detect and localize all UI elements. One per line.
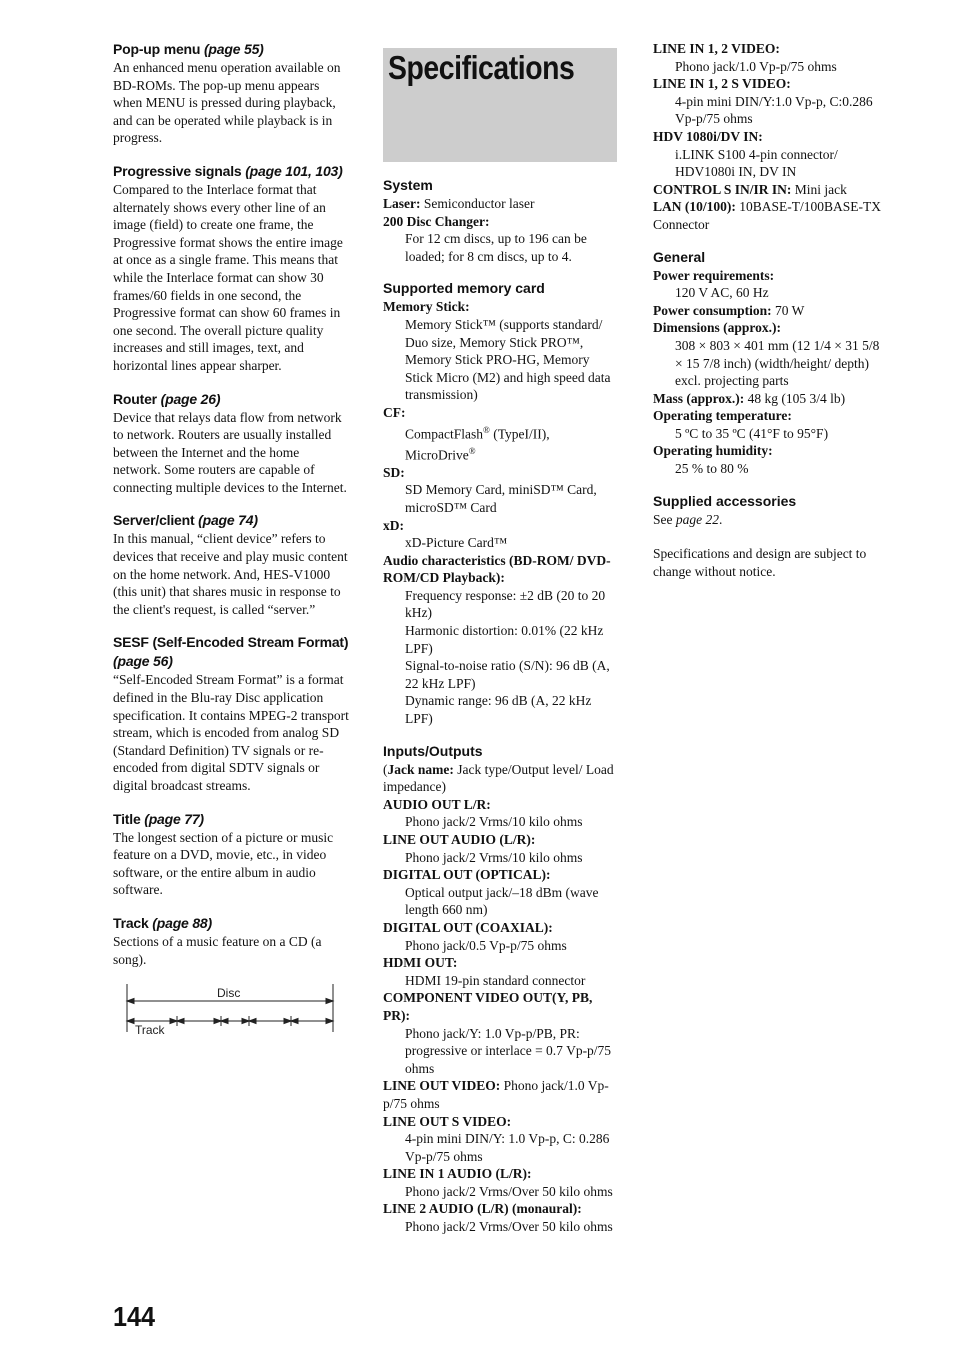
glossary-entry-progressive-signals: [113, 162, 350, 375]
glossary-description: Compared to the Interlace format that alternately shows every other line of an image (field) to create one frame, the Progressive format shows the entire image at once as a single frame. This means that while the Interlace format can show 30 frames/60 fields in one second, the Progressive format can show 60 frames in one second. The overall picture quality increases and still images, text, and horizontal lines appear sharper.: [113, 181, 343, 373]
spec-label: xD:: [383, 517, 404, 533]
glossary-page-ref: (page 101, 103): [245, 162, 343, 179]
section-heading: System: [383, 177, 433, 193]
spec-value: xD-Picture Card™: [405, 535, 508, 551]
section-heading: General: [653, 248, 706, 265]
registered-mark: ®: [483, 424, 490, 435]
glossary-page-ref: (page 77): [144, 810, 204, 827]
glossary-page-ref: (page 26): [160, 390, 221, 407]
glossary-entry-title: [113, 810, 350, 899]
glossary-page-ref: (page 56): [113, 653, 173, 670]
glossary-term: Router: [113, 390, 157, 407]
spec-value: Phono jack/2 Vrms/10 kilo ohms: [405, 849, 583, 865]
spec-value: i.LINK S100 4-pin connector/ HDV1080i IN, DV IN: [675, 146, 838, 180]
inputs-outputs-continued: [653, 40, 889, 234]
spec-label: CF:: [383, 404, 406, 420]
spec-label: LINE IN 1 AUDIO (L/R):: [383, 1166, 532, 1182]
specifications-column-3: [653, 40, 889, 580]
glossary-page-ref: (page 55): [203, 41, 264, 57]
spec-value: Signal-to-noise ratio (S/N): 96 dB (A, 22 kHz LPF): [405, 658, 610, 691]
spec-value: Memory Stick™ (supports standard/ Duo size, Memory Stick PRO™, Memory Stick PRO-HG, Memory Stick Micro (M2) and high speed data transmission): [405, 316, 611, 403]
spec-label: SD:: [383, 464, 405, 480]
see-text: See: [653, 511, 676, 527]
spec-label: HDMI OUT:: [383, 955, 458, 971]
spec-value: Phono jack/2 Vrms/10 kilo ohms: [405, 814, 583, 830]
glossary-entry-router: [113, 390, 350, 497]
spec-value: Phono jack/2 Vrms/Over 50 kilo ohms: [405, 1219, 613, 1235]
glossary-description: The longest section of a picture or music feature on a DVD, movie, etc., in video software, or the entire album in audio software.: [113, 829, 334, 898]
specifications-column-2: [383, 48, 619, 1250]
spec-label: Mass (approx.):: [653, 390, 745, 406]
glossary-description: “Self-Encoded Stream Format” is a format defined in the Blu-ray Disc application specification. It contains MPEG-2 transport stream, which is encoded from analog SD (Standard Definition) TV signals or re-encoded from digital SDTV signals or digital broadcast streams.: [113, 672, 349, 793]
specifications-banner: [383, 48, 617, 162]
spec-label: LINE OUT AUDIO (L/R):: [383, 832, 536, 847]
spec-value: 25 % to 80 %: [675, 461, 749, 477]
spec-value: Phono jack/1.0 Vp-p/75 ohms: [383, 1078, 609, 1111]
spec-label: COMPONENT VIDEO OUT(Y, PB, PR):: [383, 990, 593, 1023]
cf-rest: (TypeI/II), MicroDrive: [405, 426, 550, 463]
spec-value: 48 kg (105 3/4 lb): [744, 390, 846, 406]
memory-card-section: [383, 279, 619, 727]
spec-value: SD Memory Card, miniSD™ Card, microSD™ Card: [405, 482, 597, 515]
spec-label: LINE 2 AUDIO (L/R) (monaural):: [383, 1201, 582, 1217]
spec-value: Phono jack/1.0 Vp-p/75 ohms: [675, 58, 837, 74]
spec-value: HDMI 19-pin standard connector: [405, 972, 586, 988]
supplied-accessories-section: [653, 492, 889, 529]
spec-value: 70 W: [771, 302, 805, 318]
disc-label: Disc: [217, 986, 241, 1001]
glossary-entry-sesf: [113, 633, 350, 794]
disc-track-diagram-svg: [113, 980, 350, 1040]
spec-label: LINE OUT S VIDEO:: [383, 1113, 512, 1129]
spec-value: 4-pin mini DIN/Y: 1.0 Vp-p, C: 0.286 Vp-p/75 ohms: [405, 1131, 610, 1164]
spec-label: DIGITAL OUT (OPTICAL):: [383, 867, 551, 883]
spec-label: Dimensions (approx.):: [653, 320, 782, 336]
spec-value: [383, 422, 619, 464]
spec-label: AUDIO OUT L/R:: [383, 796, 491, 812]
inputs-outputs-section: [383, 742, 619, 1236]
spec-value: Dynamic range: 96 dB (A, 22 kHz LPF): [405, 693, 592, 727]
glossary-term: Server/client: [113, 512, 195, 529]
section-heading: Supplied accessories: [653, 492, 797, 509]
spec-label: Operating humidity:: [653, 443, 773, 459]
spec-label: LINE IN 1, 2 S VIDEO:: [653, 76, 791, 92]
glossary-description: An enhanced menu operation available on BD-ROMs. The pop-up menu appears when MENU is pressed during playback, and can be operated while playback is in progress.: [113, 60, 341, 146]
page-reference: page 22: [675, 511, 719, 527]
spec-label: LINE OUT VIDEO:: [383, 1078, 501, 1094]
period: .: [719, 511, 723, 527]
glossary-page-ref: (page 74): [198, 512, 258, 529]
spec-label: Operating temperature:: [653, 408, 792, 424]
paren-open: (: [383, 761, 388, 777]
spec-value: Mini jack: [791, 181, 847, 197]
glossary-term: SESF (Self-Encoded Stream Format): [113, 634, 349, 651]
spec-label: LAN (10/100):: [653, 199, 736, 215]
spec-label: HDV 1080i/DV IN:: [653, 128, 763, 144]
general-section: [653, 248, 889, 478]
spec-label: DIGITAL OUT (COAXIAL):: [383, 919, 553, 935]
spec-label: 200 Disc Changer:: [383, 213, 490, 229]
glossary-page-ref: (page 88): [152, 914, 212, 931]
spec-value: Phono jack/2 Vrms/Over 50 kilo ohms: [405, 1183, 613, 1199]
glossary-entry-server-client: [113, 511, 350, 618]
spec-value: Jack type/Output level/ Load impedance): [383, 761, 614, 795]
section-heading: Supported memory card: [383, 280, 545, 297]
spec-value: 10BASE-T/100BASE-TX Connector: [653, 199, 881, 232]
cf-name: CompactFlash: [405, 426, 483, 442]
page-title: Specifications: [388, 49, 575, 86]
track-label: Track: [135, 1023, 165, 1038]
spec-label: Laser:: [383, 196, 421, 211]
glossary-term: Title: [113, 810, 141, 827]
glossary-column: [113, 40, 350, 1040]
spec-value: 308 × 803 × 401 mm (12 1/4 × 31 5/8 × 15 7/8 inch) (width/height/ depth) excl. projecting parts: [675, 337, 880, 389]
spec-value: Phono jack/0.5 Vp-p/75 ohms: [405, 937, 567, 953]
glossary-description: Device that relays data flow from network to network. Routers are usually installed between the Internet and the home network. Some routers are capable of connecting multiple devices to the Internet.: [113, 409, 347, 495]
spec-label: Jack name:: [387, 761, 454, 777]
specifications-notice: Specifications and design are subject to change without notice.: [653, 546, 867, 579]
registered-mark: ®: [468, 445, 476, 456]
spec-label: LINE IN 1, 2 VIDEO:: [653, 41, 780, 56]
glossary-term: Progressive signals: [113, 162, 242, 179]
glossary-description: In this manual, “client device” refers to devices that receive and play music content on the home network. And, HES-V1000 (this unit) that shares music in response to the client's request, is called “server.”: [113, 531, 348, 617]
spec-label: CONTROL S IN/IR IN:: [653, 181, 792, 197]
spec-label: Power requirements:: [653, 267, 775, 283]
page-number: 144: [113, 1301, 156, 1332]
spec-value: Semiconductor laser: [423, 196, 535, 211]
spec-value: Harmonic distortion: 0.01% (22 kHz LPF): [405, 623, 604, 656]
spec-value: 5 ºC to 35 ºC (41°F to 95°F): [675, 425, 829, 441]
glossary-term: Pop-up menu: [113, 41, 201, 57]
spec-value: Phono jack/Y: 1.0 Vp-p/PB, PR: progressive or interlace = 0.7 Vp-p/75 ohms: [405, 1025, 612, 1076]
spec-value: Optical output jack/–18 dBm (wave length 660 nm): [405, 884, 599, 918]
glossary-term: Track: [113, 914, 149, 931]
glossary-entry-track: [113, 914, 350, 968]
system-section: [383, 176, 619, 265]
spec-value: Frequency response: ±2 dB (20 to 20 kHz): [405, 587, 606, 621]
spec-value: 120 V AC, 60 Hz: [675, 285, 769, 301]
spec-value: For 12 cm discs, up to 196 can be loaded; for 8 cm discs, up to 4.: [405, 231, 587, 264]
spec-label: Audio characteristics (BD-ROM/ DVD-ROM/CD Playback):: [383, 552, 611, 586]
glossary-entry-popup-menu: [113, 40, 350, 147]
spec-label: Memory Stick:: [383, 299, 470, 315]
spec-label: Power consumption:: [653, 302, 772, 318]
section-heading: Inputs/Outputs: [383, 742, 483, 759]
spec-value: 4-pin mini DIN/Y:1.0 Vp-p, C:0.286 Vp-p/75 ohms: [675, 93, 873, 127]
glossary-description: Sections of a music feature on a CD (a song).: [113, 933, 322, 967]
disc-track-diagram: [113, 980, 350, 1040]
